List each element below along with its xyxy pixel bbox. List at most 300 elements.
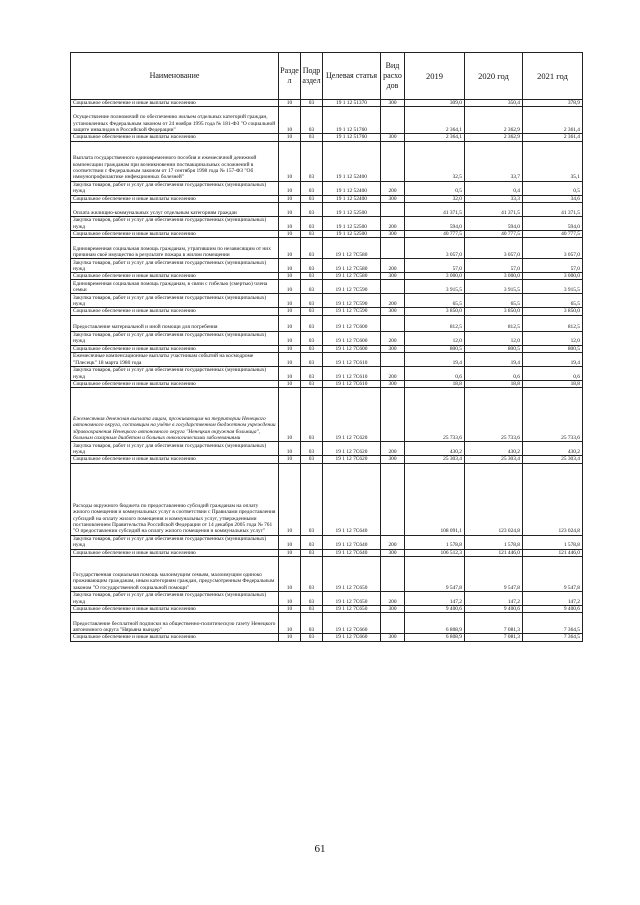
- row-value-2019: 40 777,5: [405, 230, 465, 237]
- table-row: [71, 331, 583, 345]
- row-podrazdel: 03: [301, 294, 323, 308]
- row-value-2019: 18,8: [405, 381, 465, 388]
- row-value-2021: 812,5: [523, 315, 583, 331]
- row-value-2020: 9 547,8: [465, 556, 523, 591]
- row-value-2020: 2 362,9: [465, 107, 523, 134]
- table-body: [71, 100, 583, 642]
- row-name: Социальное обеспечение и иные выплаты населению: [71, 456, 279, 463]
- row-expense-type: 300: [381, 230, 405, 237]
- row-target-article: 19 1 12 52500: [323, 230, 381, 237]
- row-target-article: 19 1 12 7С640: [323, 549, 381, 556]
- table-row: [71, 134, 583, 141]
- row-value-2020: 147,2: [465, 591, 523, 605]
- row-value-2021: 34,6: [523, 195, 583, 202]
- row-expense-type: 200: [381, 294, 405, 308]
- row-name: Закупка товаров, работ и услуг для обеспечения государственных (муниципальных) нужд: [71, 442, 279, 456]
- row-value-2021: 57,0: [523, 259, 583, 273]
- row-value-2020: 800,5: [465, 345, 523, 352]
- row-value-2021: 0,6: [523, 367, 583, 381]
- table-row: [71, 100, 583, 107]
- row-target-article: 19 1 12 7С590: [323, 308, 381, 315]
- row-value-2021: 3 915,5: [523, 280, 583, 294]
- table-row: [71, 388, 583, 442]
- row-value-2019: 812,5: [405, 315, 465, 331]
- table-row: [71, 463, 583, 535]
- row-value-2019: 25 303,4: [405, 456, 465, 463]
- header-year-2021: 2021 год: [523, 53, 583, 100]
- row-podrazdel: 03: [301, 280, 323, 294]
- table-row: [71, 238, 583, 259]
- row-value-2021: 25 733,6: [523, 388, 583, 442]
- row-name: Социальное обеспечение и иные выплаты населению: [71, 605, 279, 612]
- page-number: 61: [314, 843, 326, 855]
- table-row: [71, 556, 583, 591]
- row-target-article: 19 1 12 7С640: [323, 463, 381, 535]
- row-value-2021: 800,5: [523, 345, 583, 352]
- row-name: Социальное обеспечение и иные выплаты населению: [71, 345, 279, 352]
- row-value-2021: 2 361,4: [523, 107, 583, 134]
- row-target-article: 19 1 12 7С650: [323, 605, 381, 612]
- row-expense-type: 200: [381, 216, 405, 230]
- row-razdel: 10: [279, 613, 301, 634]
- row-value-2021: 9 547,8: [523, 556, 583, 591]
- row-razdel: 10: [279, 388, 301, 442]
- table-row: [71, 591, 583, 605]
- row-value-2019: 57,0: [405, 259, 465, 273]
- row-value-2021: 7 364,5: [523, 613, 583, 634]
- row-podrazdel: 03: [301, 442, 323, 456]
- row-name: Социальное обеспечение и иные выплаты населению: [71, 100, 279, 107]
- row-name: Закупка товаров, работ и услуг для обеспечения государственных (муниципальных) нужд: [71, 535, 279, 549]
- row-name: Ежемесячная денежная выплата лицам, проживающим на территории Ненецкого автономного округа, состоящим на учёте в государственном бюджетном учреждении здравоохранения Ненецкого автономного округа "Ненецкая окружная больница", больным сахарным диабетом и больных онкологическими заболеваниями: [71, 388, 279, 442]
- row-target-article: 19 1 12 7С610: [323, 367, 381, 381]
- row-name: Социальное обеспечение и иные выплаты населению: [71, 230, 279, 237]
- row-target-article: 19 1 12 7С600: [323, 315, 381, 331]
- row-value-2021: 18,8: [523, 381, 583, 388]
- row-razdel: 10: [279, 181, 301, 195]
- table-row: [71, 367, 583, 381]
- row-value-2020: 0,6: [465, 367, 523, 381]
- row-podrazdel: 03: [301, 549, 323, 556]
- table-row: [71, 294, 583, 308]
- row-razdel: 10: [279, 202, 301, 216]
- table-row: [71, 549, 583, 556]
- row-razdel: 10: [279, 216, 301, 230]
- row-podrazdel: 03: [301, 463, 323, 535]
- row-value-2021: 430,2: [523, 442, 583, 456]
- row-podrazdel: 03: [301, 591, 323, 605]
- row-expense-type: [381, 556, 405, 591]
- row-value-2020: 33,7: [465, 141, 523, 181]
- row-expense-type: [381, 107, 405, 134]
- row-name: Закупка товаров, работ и услуг для обеспечения государственных (муниципальных) нужд: [71, 591, 279, 605]
- table-row: [71, 202, 583, 216]
- row-target-article: 19 1 12 52400: [323, 181, 381, 195]
- row-name: Закупка товаров, работ и услуг для обеспечения государственных (муниципальных) нужд: [71, 181, 279, 195]
- row-name: Предоставление бесплатной подписки на общественно-политическую газету Ненецкого автономного округа "Нярьяна вындер": [71, 613, 279, 634]
- row-razdel: 10: [279, 556, 301, 591]
- row-podrazdel: 03: [301, 195, 323, 202]
- row-expense-type: 200: [381, 591, 405, 605]
- row-expense-type: [381, 202, 405, 216]
- row-value-2019: 32,0: [405, 195, 465, 202]
- row-value-2021: 3 850,0: [523, 308, 583, 315]
- row-value-2019: 32,5: [405, 141, 465, 181]
- table-row: [71, 535, 583, 549]
- row-name: Выплата государственного единовременного пособия и ежемесячной денежной компенсации гражданам при возникновении поствакцинальных осложнений в соответствии с Федеральным законом от 17 сентября 1998 года № 157-ФЗ "Об иммунопрофилактике инфекционных болезней": [71, 141, 279, 181]
- row-expense-type: 300: [381, 134, 405, 141]
- row-expense-type: [381, 353, 405, 367]
- row-value-2021: 594,0: [523, 216, 583, 230]
- row-value-2021: 35,1: [523, 141, 583, 181]
- row-razdel: 10: [279, 273, 301, 280]
- row-target-article: 19 1 12 52500: [323, 216, 381, 230]
- row-podrazdel: 03: [301, 535, 323, 549]
- row-target-article: 19 1 12 7С660: [323, 613, 381, 634]
- row-target-article: 19 1 12 7С600: [323, 331, 381, 345]
- header-podrazdel: Подр аздел: [301, 53, 323, 100]
- row-name: Расходы окружного бюджета по предоставлению субсидий гражданам на оплату жилого помещения и коммунальных услуг в соответствии с Правилами предоставления субсидий на оплату жилого помещения и коммунальных услуг, утвержденными постановлением Правительства Российской Федерации от 14 декабря 2005 года № 761 "О предоставлении субсидий на оплату жилого помещения и коммунальных услуг": [71, 463, 279, 535]
- row-value-2019: 41 371,5: [405, 202, 465, 216]
- row-value-2021: 7 364,5: [523, 634, 583, 641]
- table-header: [71, 53, 583, 100]
- row-name: Социальное обеспечение и иные выплаты населению: [71, 634, 279, 641]
- table-row: [71, 315, 583, 331]
- row-value-2020: 57,0: [465, 259, 523, 273]
- row-razdel: 10: [279, 549, 301, 556]
- row-value-2020: 18,8: [465, 381, 523, 388]
- row-name: Социальное обеспечение и иные выплаты населению: [71, 134, 279, 141]
- row-name: Закупка товаров, работ и услуг для обеспечения государственных (муниципальных) нужд: [71, 216, 279, 230]
- row-razdel: 10: [279, 456, 301, 463]
- row-value-2019: 3 850,0: [405, 308, 465, 315]
- row-target-article: 19 1 12 7С580: [323, 259, 381, 273]
- table-row: [71, 273, 583, 280]
- row-value-2019: 9 400,6: [405, 605, 465, 612]
- row-name: Закупка товаров, работ и услуг для обеспечения государственных (муниципальных) нужд: [71, 331, 279, 345]
- row-value-2020: 7 081,3: [465, 613, 523, 634]
- header-expense-type: Вид расхо дов: [381, 53, 405, 100]
- row-value-2020: 0,4: [465, 181, 523, 195]
- row-value-2019: 147,2: [405, 591, 465, 605]
- row-target-article: 19 1 12 52500: [323, 202, 381, 216]
- row-razdel: 10: [279, 100, 301, 107]
- table-row: [71, 230, 583, 237]
- row-podrazdel: 03: [301, 613, 323, 634]
- row-value-2020: 2 362,9: [465, 134, 523, 141]
- row-value-2020: 25 733,6: [465, 388, 523, 442]
- table-row: [71, 613, 583, 634]
- row-value-2021: 121 446,0: [523, 549, 583, 556]
- row-value-2021: 147,2: [523, 591, 583, 605]
- row-razdel: 10: [279, 195, 301, 202]
- row-name: Закупка товаров, работ и услуг для обеспечения государственных (муниципальных) нужд: [71, 294, 279, 308]
- row-podrazdel: 03: [301, 367, 323, 381]
- row-podrazdel: 03: [301, 388, 323, 442]
- row-name: Единовременная социальная помощь гражданам, утратившим по независящим от них причинам своё имущество в результате пожара в жилом помещении: [71, 238, 279, 259]
- row-value-2020: 430,2: [465, 442, 523, 456]
- row-value-2019: 0,6: [405, 367, 465, 381]
- header-target-article: Целевая статья: [323, 53, 381, 100]
- row-value-2019: 2 364,1: [405, 134, 465, 141]
- row-expense-type: 200: [381, 331, 405, 345]
- row-name: Социальное обеспечение и иные выплаты населению: [71, 273, 279, 280]
- row-value-2020: 19,4: [465, 353, 523, 367]
- row-expense-type: 300: [381, 634, 405, 641]
- table-row: [71, 605, 583, 612]
- row-expense-type: [381, 238, 405, 259]
- row-name: Закупка товаров, работ и услуг для обеспечения государственных (муниципальных) нужд: [71, 259, 279, 273]
- row-podrazdel: 03: [301, 605, 323, 612]
- row-target-article: 19 1 12 51370: [323, 100, 381, 107]
- row-value-2021: 25 303,4: [523, 456, 583, 463]
- row-value-2021: 2 361,4: [523, 134, 583, 141]
- row-expense-type: 300: [381, 381, 405, 388]
- row-podrazdel: 03: [301, 107, 323, 134]
- row-expense-type: 200: [381, 535, 405, 549]
- row-value-2019: 25 733,6: [405, 388, 465, 442]
- row-value-2020: 12,0: [465, 331, 523, 345]
- row-expense-type: 300: [381, 195, 405, 202]
- row-value-2021: 12,0: [523, 331, 583, 345]
- row-value-2020: 121 446,0: [465, 549, 523, 556]
- row-value-2020: 812,5: [465, 315, 523, 331]
- row-razdel: 10: [279, 294, 301, 308]
- row-expense-type: 200: [381, 367, 405, 381]
- row-target-article: 19 1 12 7С590: [323, 294, 381, 308]
- row-expense-type: 300: [381, 456, 405, 463]
- row-value-2019: 3 000,0: [405, 273, 465, 280]
- table-row: [71, 308, 583, 315]
- row-value-2020: 3 915,5: [465, 280, 523, 294]
- table-row: [71, 456, 583, 463]
- row-value-2019: 9 547,8: [405, 556, 465, 591]
- row-podrazdel: 03: [301, 259, 323, 273]
- row-razdel: 10: [279, 463, 301, 535]
- row-expense-type: 300: [381, 549, 405, 556]
- row-razdel: 10: [279, 367, 301, 381]
- row-podrazdel: 03: [301, 308, 323, 315]
- row-razdel: 10: [279, 591, 301, 605]
- row-target-article: 19 1 12 52400: [323, 195, 381, 202]
- row-value-2021: 41 371,5: [523, 202, 583, 216]
- row-target-article: 19 1 12 7С580: [323, 238, 381, 259]
- row-target-article: 19 1 12 51760: [323, 134, 381, 141]
- row-value-2020: 40 777,5: [465, 230, 523, 237]
- row-value-2020: 123 024,8: [465, 463, 523, 535]
- table-row: [71, 353, 583, 367]
- row-value-2019: 2 364,1: [405, 107, 465, 134]
- row-value-2019: 106 512,3: [405, 549, 465, 556]
- row-value-2019: 309,0: [405, 100, 465, 107]
- row-podrazdel: 03: [301, 181, 323, 195]
- header-year-2020: 2020 год: [465, 53, 523, 100]
- row-value-2020: 3 057,0: [465, 238, 523, 259]
- row-value-2020: 25 303,4: [465, 456, 523, 463]
- row-razdel: 10: [279, 230, 301, 237]
- row-podrazdel: 03: [301, 634, 323, 641]
- row-target-article: 19 1 12 7С650: [323, 556, 381, 591]
- table-row: [71, 141, 583, 181]
- row-value-2021: 40 777,5: [523, 230, 583, 237]
- table-row: [71, 442, 583, 456]
- row-razdel: 10: [279, 331, 301, 345]
- row-name: Социальное обеспечение и иные выплаты населению: [71, 195, 279, 202]
- row-value-2019: 19,4: [405, 353, 465, 367]
- row-expense-type: 200: [381, 181, 405, 195]
- row-razdel: 10: [279, 381, 301, 388]
- row-expense-type: 300: [381, 605, 405, 612]
- row-value-2019: 800,5: [405, 345, 465, 352]
- row-value-2021: 9 400,6: [523, 605, 583, 612]
- row-expense-type: [381, 315, 405, 331]
- row-value-2019: 594,0: [405, 216, 465, 230]
- table-row: [71, 107, 583, 134]
- row-podrazdel: 03: [301, 556, 323, 591]
- budget-table-sheet: [70, 52, 582, 642]
- row-value-2020: 3 000,0: [465, 273, 523, 280]
- row-value-2019: 0,5: [405, 181, 465, 195]
- row-target-article: 19 1 12 7С640: [323, 535, 381, 549]
- row-razdel: 10: [279, 605, 301, 612]
- table-row: [71, 345, 583, 352]
- row-podrazdel: 03: [301, 315, 323, 331]
- table-row: [71, 381, 583, 388]
- row-value-2019: 12,0: [405, 331, 465, 345]
- header-name: Наименование: [71, 53, 279, 100]
- row-value-2020: 9 400,6: [465, 605, 523, 612]
- row-value-2019: 6 808,9: [405, 613, 465, 634]
- row-podrazdel: 03: [301, 273, 323, 280]
- row-razdel: 10: [279, 238, 301, 259]
- row-podrazdel: 03: [301, 353, 323, 367]
- row-target-article: 19 1 12 7С590: [323, 280, 381, 294]
- row-target-article: 19 1 12 51760: [323, 107, 381, 134]
- row-razdel: 10: [279, 308, 301, 315]
- row-podrazdel: 03: [301, 381, 323, 388]
- row-value-2021: 123 024,8: [523, 463, 583, 535]
- row-value-2019: 108 091,1: [405, 463, 465, 535]
- row-value-2021: 0,5: [523, 181, 583, 195]
- row-value-2021: 3 000,0: [523, 273, 583, 280]
- row-value-2019: 430,2: [405, 442, 465, 456]
- row-razdel: 10: [279, 315, 301, 331]
- row-razdel: 10: [279, 353, 301, 367]
- table-row: [71, 195, 583, 202]
- row-value-2020: 594,0: [465, 216, 523, 230]
- row-value-2021: 1 578,8: [523, 535, 583, 549]
- row-name: Социальное обеспечение и иные выплаты населению: [71, 308, 279, 315]
- row-expense-type: [381, 613, 405, 634]
- row-target-article: 19 1 12 7С580: [323, 273, 381, 280]
- row-expense-type: 200: [381, 259, 405, 273]
- row-target-article: 19 1 12 7С620: [323, 456, 381, 463]
- row-expense-type: [381, 141, 405, 181]
- table-row: [71, 280, 583, 294]
- row-expense-type: 300: [381, 308, 405, 315]
- row-target-article: 19 1 12 7С610: [323, 381, 381, 388]
- row-name: Закупка товаров, работ и услуг для обеспечения государственных (муниципальных) нужд: [71, 367, 279, 381]
- row-razdel: 10: [279, 107, 301, 134]
- row-value-2019: 3 057,0: [405, 238, 465, 259]
- table-row: [71, 181, 583, 195]
- header-year-2019: 2019: [405, 53, 465, 100]
- row-value-2019: 65,5: [405, 294, 465, 308]
- row-razdel: 10: [279, 280, 301, 294]
- row-podrazdel: 03: [301, 141, 323, 181]
- row-name: Оплата жилищно-коммунальных услуг отдельным категориям граждан: [71, 202, 279, 216]
- row-value-2020: 33,3: [465, 195, 523, 202]
- row-razdel: 10: [279, 442, 301, 456]
- row-expense-type: 200: [381, 442, 405, 456]
- table-row: [71, 259, 583, 273]
- row-podrazdel: 03: [301, 331, 323, 345]
- row-razdel: 10: [279, 535, 301, 549]
- row-target-article: 19 1 12 7С660: [323, 634, 381, 641]
- row-expense-type: 300: [381, 100, 405, 107]
- row-value-2020: 3 850,0: [465, 308, 523, 315]
- row-expense-type: 300: [381, 345, 405, 352]
- row-target-article: 19 1 12 7С620: [323, 442, 381, 456]
- row-value-2019: 1 578,8: [405, 535, 465, 549]
- row-podrazdel: 03: [301, 345, 323, 352]
- row-target-article: 19 1 12 7С610: [323, 353, 381, 367]
- row-razdel: 10: [279, 345, 301, 352]
- table-row: [71, 216, 583, 230]
- row-value-2020: 65,5: [465, 294, 523, 308]
- row-expense-type: 300: [381, 273, 405, 280]
- row-value-2020: 7 081,3: [465, 634, 523, 641]
- row-name: Единовременная социальная помощь гражданам, в связи с гибелью (смертью) члена семьи: [71, 280, 279, 294]
- row-target-article: 19 1 12 52400: [323, 141, 381, 181]
- row-name: Социальное обеспечение и иные выплаты населению: [71, 381, 279, 388]
- row-target-article: 19 1 12 7С650: [323, 591, 381, 605]
- row-value-2019: 3 915,5: [405, 280, 465, 294]
- row-name: Социальное обеспечение и иные выплаты населению: [71, 549, 279, 556]
- row-podrazdel: 03: [301, 216, 323, 230]
- row-value-2020: 41 371,5: [465, 202, 523, 216]
- row-razdel: 10: [279, 634, 301, 641]
- row-podrazdel: 03: [301, 202, 323, 216]
- row-podrazdel: 03: [301, 100, 323, 107]
- row-razdel: 10: [279, 141, 301, 181]
- row-expense-type: [381, 388, 405, 442]
- row-name: Ежемесячные компенсационные выплаты участникам событий на космодроме "Плесецк" 18 марта 1980 года: [71, 353, 279, 367]
- budget-table: [70, 52, 583, 642]
- row-value-2020: 350,4: [465, 100, 523, 107]
- row-target-article: 19 1 12 7С600: [323, 345, 381, 352]
- row-target-article: 19 1 12 7С620: [323, 388, 381, 442]
- row-podrazdel: 03: [301, 230, 323, 237]
- row-expense-type: [381, 280, 405, 294]
- row-value-2020: 1 578,8: [465, 535, 523, 549]
- row-podrazdel: 03: [301, 134, 323, 141]
- row-name: Государственная социальная помощь малоимущим семьям, малоимущим одиноко проживающим гражданам, иным категориям граждан, предусмотренным Федеральным законом "О государственной социальной помощи": [71, 556, 279, 591]
- row-value-2021: 3 057,0: [523, 238, 583, 259]
- row-razdel: 10: [279, 259, 301, 273]
- row-name: Осуществление полномочий по обеспечению жильем отдельных категорий граждан, установленных Федеральным законом от 24 ноября 1995 года № 181-ФЗ "О социальной защите инвалидов в Российской Федерации": [71, 107, 279, 134]
- row-podrazdel: 03: [301, 456, 323, 463]
- row-name: Предоставление материальной и иной помощи для погребения: [71, 315, 279, 331]
- table-row: [71, 634, 583, 641]
- row-value-2021: 19,4: [523, 353, 583, 367]
- row-podrazdel: 03: [301, 238, 323, 259]
- row-value-2021: 65,5: [523, 294, 583, 308]
- row-value-2019: 6 808,9: [405, 634, 465, 641]
- row-value-2021: 378,9: [523, 100, 583, 107]
- header-razdel: Разде л: [279, 53, 301, 100]
- row-razdel: 10: [279, 134, 301, 141]
